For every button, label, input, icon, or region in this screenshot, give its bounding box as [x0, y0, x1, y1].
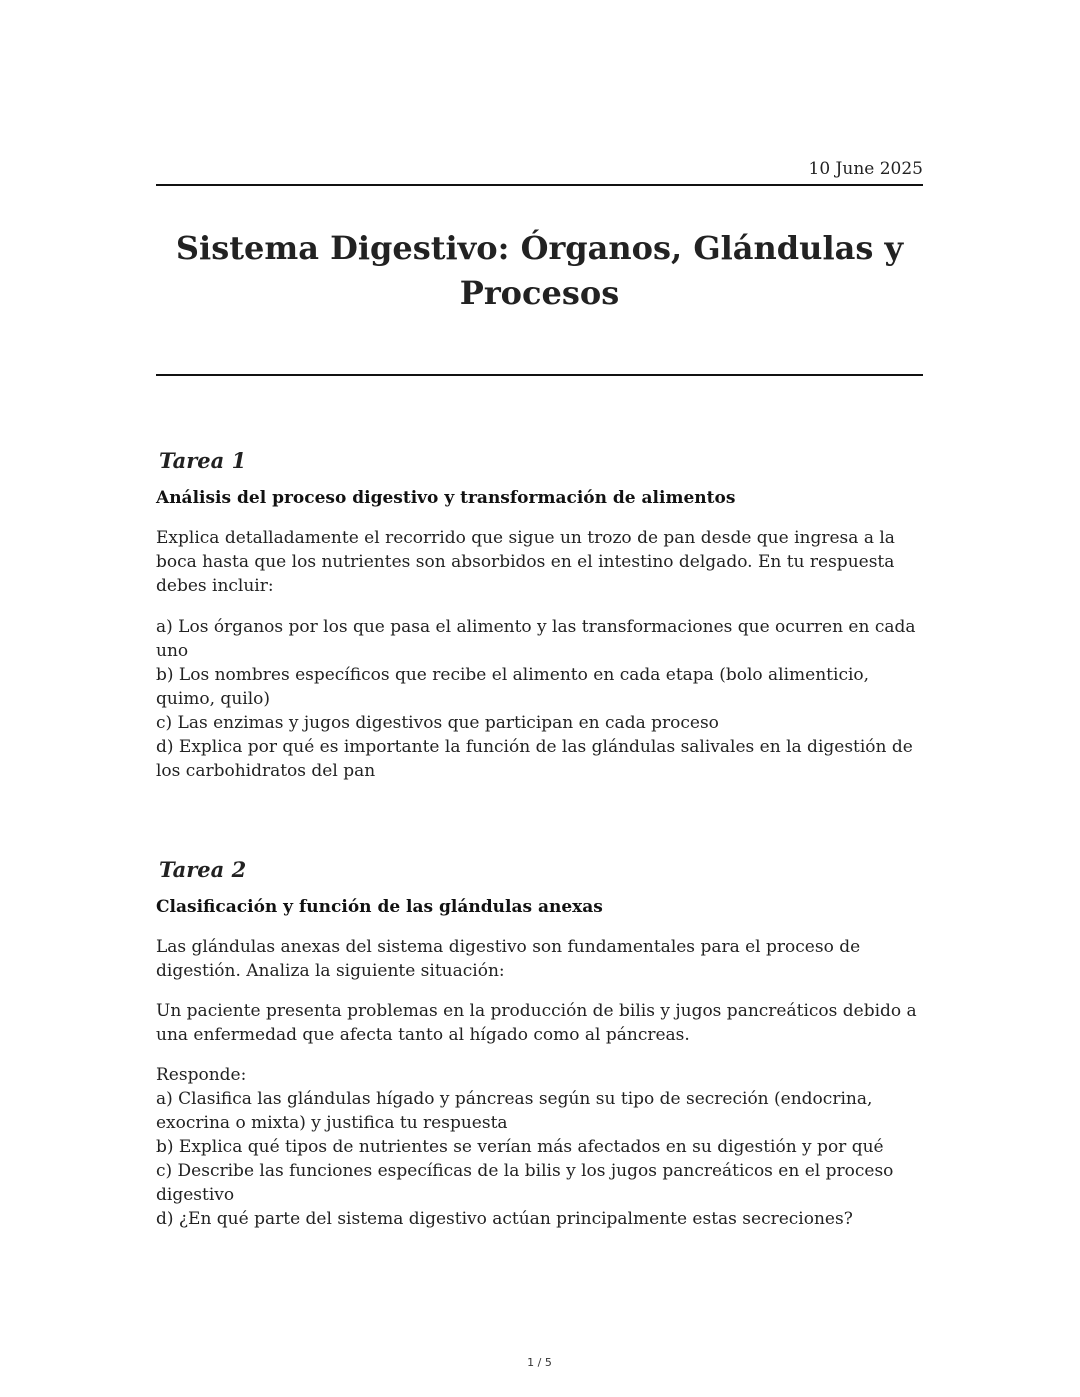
task-1-subtitle: Análisis del proceso digestivo y transformación de alimentos — [156, 488, 736, 508]
task-2-item-d: d) ¿En qué parte del sistema digestivo actúan principalmente estas secreciones? — [156, 1209, 853, 1229]
task-2-intro: Las glándulas anexas del sistema digestivo son fundamentales para el proceso de digestión. Analiza la siguiente situación: — [156, 937, 861, 981]
task-1-item-a: a) Los órganos por los que pasa el alimento y las transformaciones que ocurren en cada uno — [156, 617, 916, 661]
task-1-heading: Tarea 1 — [159, 448, 247, 473]
document-page — [156, 0, 923, 1397]
document-title — [156, 226, 923, 316]
header-divider — [156, 184, 923, 186]
task-1-item-c: c) Las enzimas y jugos digestivos que participan en cada proceso — [156, 713, 719, 733]
task-2-heading: Tarea 2 — [159, 857, 247, 882]
task-2-situation: Un paciente presenta problemas en la producción de bilis y jugos pancreáticos debido a una enfermedad que afecta tanto al hígado como al páncreas. — [156, 1001, 917, 1045]
task-2-section — [156, 857, 923, 1231]
task-2-item-b: b) Explica qué tipos de nutrientes se verían más afectados en su digestión y por qué — [156, 1137, 884, 1157]
task-2-item-list — [156, 1087, 923, 1231]
document-title-line-1: Sistema Digestivo: Órganos, Glándulas y — [175, 229, 904, 267]
task-1-item-b: b) Los nombres específicos que recibe el alimento en cada etapa (bolo alimenticio, quimo, quilo) — [156, 665, 870, 709]
task-1-section — [156, 448, 923, 783]
task-2-item-c: c) Describe las funciones específicas de la bilis y los jugos pancreáticos en el proceso digestivo — [156, 1161, 894, 1205]
page-indicator: 1 / 5 — [527, 1356, 552, 1369]
task-1-intro: Explica detalladamente el recorrido que sigue un trozo de pan desde que ingresa a la boca hasta que los nutrientes son absorbidos en el intestino delgado. En tu respuesta debes incluir: — [156, 528, 895, 596]
task-2-subtitle: Clasificación y función de las glándulas anexas — [156, 897, 603, 917]
task-1-item-d: d) Explica por qué es importante la función de las glándulas salivales en la digestión de los carbohidratos del pan — [156, 737, 913, 781]
task-1-item-list — [156, 615, 923, 783]
task-2-item-a: a) Clasifica las glándulas hígado y páncreas según su tipo de secreción (endocrina, exocrina o mixta) y justifica tu respuesta — [156, 1089, 873, 1133]
document-title-line-2: Procesos — [459, 274, 620, 312]
task-2-respond-label: Responde: — [156, 1065, 247, 1085]
document-date: 10 June 2025 — [808, 159, 923, 179]
title-divider — [156, 374, 923, 376]
